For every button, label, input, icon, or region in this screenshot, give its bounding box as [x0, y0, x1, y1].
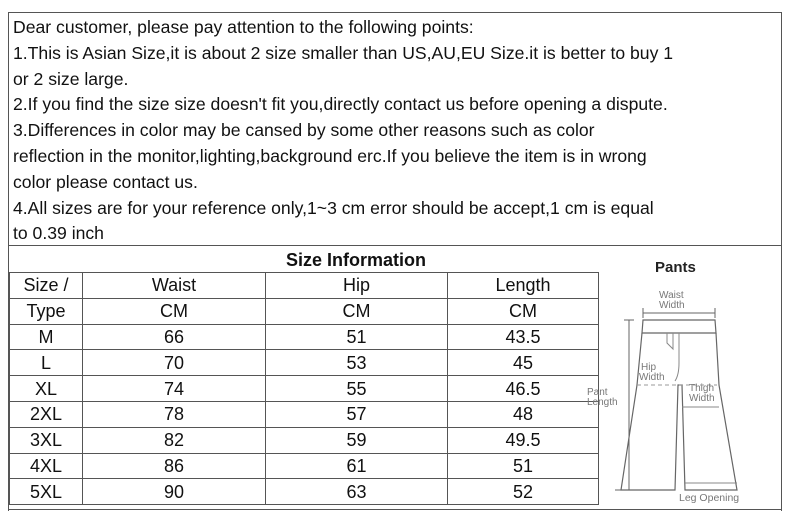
unit-length: CM — [448, 298, 599, 324]
table-row — [10, 401, 599, 427]
length-cell: 51 — [448, 453, 599, 479]
hip-width-label: Width — [639, 372, 665, 383]
header-size: Size / — [10, 273, 83, 299]
header-length: Length — [448, 273, 599, 299]
note-line: or 2 size large. — [13, 68, 129, 89]
hip-cell: 61 — [266, 453, 448, 479]
bottom-divider — [9, 509, 781, 510]
table-header-row — [10, 273, 599, 299]
pants-waistband — [642, 320, 716, 333]
size-cell: L — [10, 350, 83, 376]
waist-cell: 82 — [83, 427, 266, 453]
size-cell: 3XL — [10, 427, 83, 453]
note-line: to 0.39 inch — [13, 223, 104, 244]
waist-cell: 78 — [83, 401, 266, 427]
table-row — [10, 479, 599, 505]
pant-length-label: Pant — [587, 387, 608, 398]
note-line: 1.This is Asian Size,it is about 2 size smaller than US,AU,EU Size.it is better to buy 1 — [13, 42, 674, 63]
size-cell: 2XL — [10, 401, 83, 427]
waist-cell: 86 — [83, 453, 266, 479]
hip-cell: 63 — [266, 479, 448, 505]
thigh-width-label: Width — [689, 393, 715, 404]
thigh-width-label: Thigh — [689, 383, 715, 394]
table-title: Size Information — [285, 250, 426, 270]
notes-header: Dear customer, please pay attention to the following points: — [13, 17, 474, 37]
table-row — [10, 453, 599, 479]
length-cell: 43.5 — [448, 324, 599, 350]
table-row — [10, 376, 599, 402]
size-cell: 5XL — [10, 479, 83, 505]
table-row — [10, 350, 599, 376]
waist-cell: 66 — [83, 324, 266, 350]
note-line: reflection in the monitor,lighting,background erc.If you believe the item is in wrong — [13, 145, 647, 166]
leg-opening-label: Leg Opening — [679, 492, 740, 504]
note-line: color please contact us. — [13, 171, 198, 192]
table-row — [10, 427, 599, 453]
customer-notes — [13, 15, 777, 247]
size-cell: M — [10, 324, 83, 350]
unit-hip: CM — [266, 298, 448, 324]
hip-cell: 53 — [266, 350, 448, 376]
hip-cell: 57 — [266, 401, 448, 427]
waist-cell: 70 — [83, 350, 266, 376]
size-cell: 4XL — [10, 453, 83, 479]
hip-width-label: Hip — [641, 362, 657, 373]
pants-fly-seam — [675, 333, 679, 381]
hip-cell: 51 — [266, 324, 448, 350]
header-type: Type — [10, 298, 83, 324]
size-notice-frame — [8, 12, 782, 511]
note-line: 3.Differences in color may be cansed by some other reasons such as color — [13, 120, 595, 141]
header-waist: Waist — [83, 273, 266, 299]
size-table — [9, 272, 599, 505]
pants-measurement-diagram — [579, 245, 777, 510]
waist-cell: 90 — [83, 479, 266, 505]
hip-cell: 59 — [266, 427, 448, 453]
waist-width-label: Waist — [659, 290, 684, 301]
length-cell: 49.5 — [448, 427, 599, 453]
pants-pocket — [667, 333, 673, 349]
size-cell: XL — [10, 376, 83, 402]
length-cell: 46.5 — [448, 376, 599, 402]
note-line: 4.All sizes are for your reference only,1~3 cm error should be accept,1 cm is equal — [13, 197, 654, 218]
hip-cell: 55 — [266, 376, 448, 402]
table-unit-row — [10, 298, 599, 324]
length-cell: 48 — [448, 401, 599, 427]
length-cell: 45 — [448, 350, 599, 376]
diagram-title: Pants — [655, 259, 696, 276]
note-line: 2.If you find the size size doesn't fit you,directly contact us before opening a dispute. — [13, 94, 668, 115]
pant-length-label: Length — [587, 397, 618, 408]
waist-width-label: Width — [659, 300, 685, 311]
waist-cell: 74 — [83, 376, 266, 402]
header-hip: Hip — [266, 273, 448, 299]
unit-waist: CM — [83, 298, 266, 324]
table-row — [10, 324, 599, 350]
length-cell: 52 — [448, 479, 599, 505]
